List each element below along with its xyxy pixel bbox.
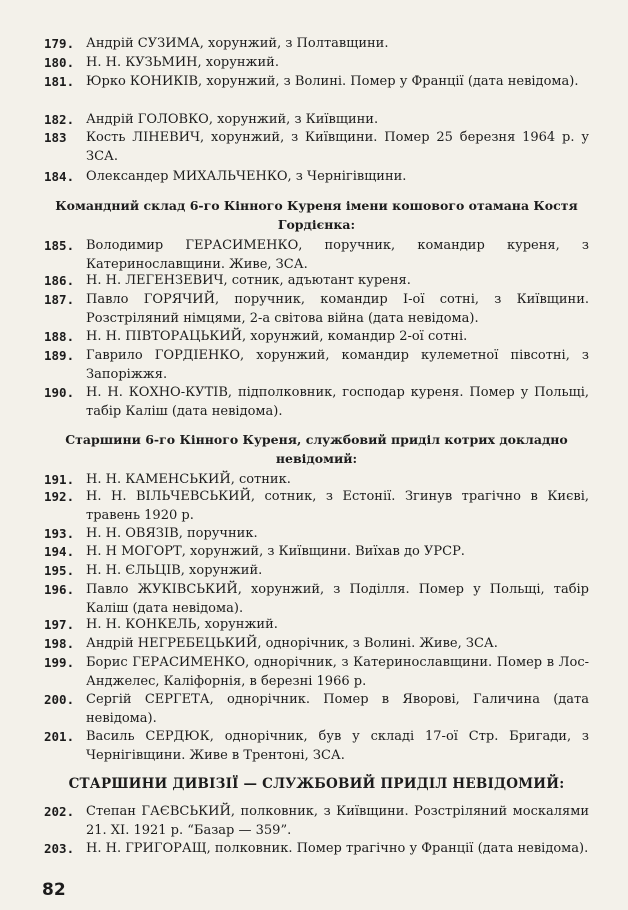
list-item — [44, 524, 589, 543]
list-item — [44, 72, 589, 91]
list-item — [44, 34, 589, 53]
list-item — [44, 53, 589, 72]
entry-text: Н. Н. ЛЕГЕНЗЕВИЧ, сотник, адъютант куреня. — [86, 273, 411, 288]
entry-number: 180. — [44, 55, 75, 70]
entry-number: 179. — [44, 36, 75, 51]
page-number: 82 — [42, 880, 66, 900]
entry-text: Н. Н. КОНКЕЛЬ, хорунжий. — [86, 617, 278, 632]
entry-text: Кость ЛІНЕВИЧ, хорунжий, з Київщини. Помер 25 березня 1964 р. у ЗСА. — [86, 130, 589, 164]
list-item — [44, 615, 589, 634]
entry-text: Н. Н МОГОРТ, хорунжий, з Київщини. Виїхав до УРСР. — [86, 544, 465, 559]
entry-number: 197. — [44, 617, 75, 632]
list-item — [44, 653, 589, 691]
entry-text: Степан ГАЄВСЬКИЙ, полковник, з Київщини. Розстріляний москалями 21. XI. 1921 р. “Базар — 359”. — [86, 804, 589, 838]
list-item — [44, 802, 589, 840]
entry-number: 201. — [44, 729, 75, 744]
section-heading: СТАРШИНИ ДИВІЗІЇ — СЛУЖБОВИЙ ПРИДІЛ НЕВІДОМИЙ: — [68, 776, 565, 792]
entry-text: Н. Н. КУЗЬМИН, хорунжий. — [86, 55, 279, 70]
entry-text: Н. Н. ПІВТОРАЦЬКИЙ, хорунжий, командир 2-ої сотні. — [86, 329, 468, 344]
list-item — [44, 346, 589, 384]
entry-text: Андрій СУЗИМА, хорунжий, з Полтавщини. — [86, 36, 389, 51]
entry-text: Н. Н. ЄЛЬЦІВ, хорунжий. — [86, 563, 263, 578]
entry-number: 189. — [44, 348, 75, 363]
entry-number: 187. — [44, 292, 75, 307]
list-item — [44, 110, 589, 129]
entry-text: Юрко КОНИКІВ, хорунжий, з Волині. Помер у Франції (дата невідома). — [86, 74, 579, 89]
entry-number: 184. — [44, 169, 75, 184]
entry-text: Сергій СЕРГЕТА, однорічник. Помер в Яворові, Галичина (дата невідома). — [86, 692, 589, 726]
list-item — [44, 839, 589, 858]
list-item — [44, 542, 589, 561]
entry-text: Н. Н. ВІЛЬЧЕВСЬКИЙ, сотник, з Естонії. Згинув трагічно в Києві, травень 1920 р. — [86, 489, 589, 523]
list-item — [44, 690, 589, 728]
list-item — [44, 487, 589, 525]
entry-text: Н. Н. КАМЕНСЬКИЙ, сотник. — [86, 472, 291, 487]
section-heading: Командний склад 6-го Кінного Куреня імени кошового отамана Костя Гордієнка: — [55, 198, 578, 232]
entry-number: 181. — [44, 74, 75, 89]
entry-number: 192. — [44, 489, 75, 504]
list-item — [44, 561, 589, 580]
entry-text: Борис ГЕРАСИМЕНКО, однорічник, з Катеринославщини. Помер в Лос-Анджелес, Каліфорнія, в березні 1966 р. — [86, 655, 589, 689]
entry-text: Павло ГОРЯЧИЙ, поручник, командир І-ої сотні, з Київщини. Розстріляний німцями, 2-а світова війна (дата невідома). — [86, 292, 589, 326]
entry-number: 203. — [44, 841, 75, 856]
entry-number: 190. — [44, 385, 75, 400]
entry-number: 193. — [44, 526, 75, 541]
list-item — [44, 290, 589, 328]
entry-number: 195. — [44, 563, 75, 578]
entry-text: Павло ЖУКІВСЬКИЙ, хорунжий, з Поділля. Помер у Польщі, табір Каліш (дата невідома). — [86, 582, 589, 616]
entry-text: Андрій ГОЛОВКО, хорунжий, з Київщини. — [86, 112, 379, 127]
entry-text: Н. Н. КОХНО-КУТІВ, підполковник, господар куреня. Помер у Польщі, табір Каліш (дата невідома). — [86, 385, 589, 419]
list-item — [44, 727, 589, 765]
entry-number: 185. — [44, 238, 75, 253]
entry-number: 186. — [44, 273, 75, 288]
entry-text: Н. Н. ГРИГОРАЩ, полковник. Помер трагічно у Франції (дата невідома). — [86, 841, 589, 856]
list-item — [44, 327, 589, 346]
entry-number: 198. — [44, 636, 75, 651]
entry-number: 196. — [44, 582, 75, 597]
entry-number: 188. — [44, 329, 75, 344]
entry-text: Гаврило ГОРДІЕНКО, хорунжий, командир кулеметної півсотні, з Запоріжжя. — [86, 348, 589, 382]
entry-text: Олександер МИХАЛЬЧЕНКО, з Чернігівщини. — [86, 169, 407, 184]
entry-text: Володимир ГЕРАСИМЕНКО, поручник, командир куреня, з Катеринославщини. Живе, ЗСА. — [86, 238, 589, 272]
list-item — [44, 634, 589, 653]
list-item — [44, 236, 589, 274]
list-item — [44, 383, 589, 421]
entry-number: 191. — [44, 472, 75, 487]
entry-number: 200. — [44, 692, 75, 707]
entry-number: 199. — [44, 655, 75, 670]
list-item — [44, 128, 589, 166]
entry-number: 202. — [44, 804, 75, 819]
entry-number: 183 — [44, 130, 67, 145]
list-item — [44, 167, 589, 186]
section-heading: Старшини 6-го Кінного Куреня, службовий приділ котрих докладно невідомий: — [65, 432, 568, 466]
list-item — [44, 580, 589, 618]
entry-text: Василь СЕРДЮК, однорічник, був у складі 17-ої Стр. Бригади, з Чернігівщини. Живе в Трентоні, ЗСА. — [86, 729, 589, 763]
entry-number: 194. — [44, 544, 75, 559]
entry-number: 182. — [44, 112, 75, 127]
entry-text: Н. Н. ОВЯЗІВ, поручник. — [86, 526, 258, 541]
entry-text: Андрій НЕГРЕБЕЦЬКИЙ, однорічник, з Волині. Живе, ЗСА. — [86, 636, 498, 651]
list-item — [44, 271, 589, 290]
